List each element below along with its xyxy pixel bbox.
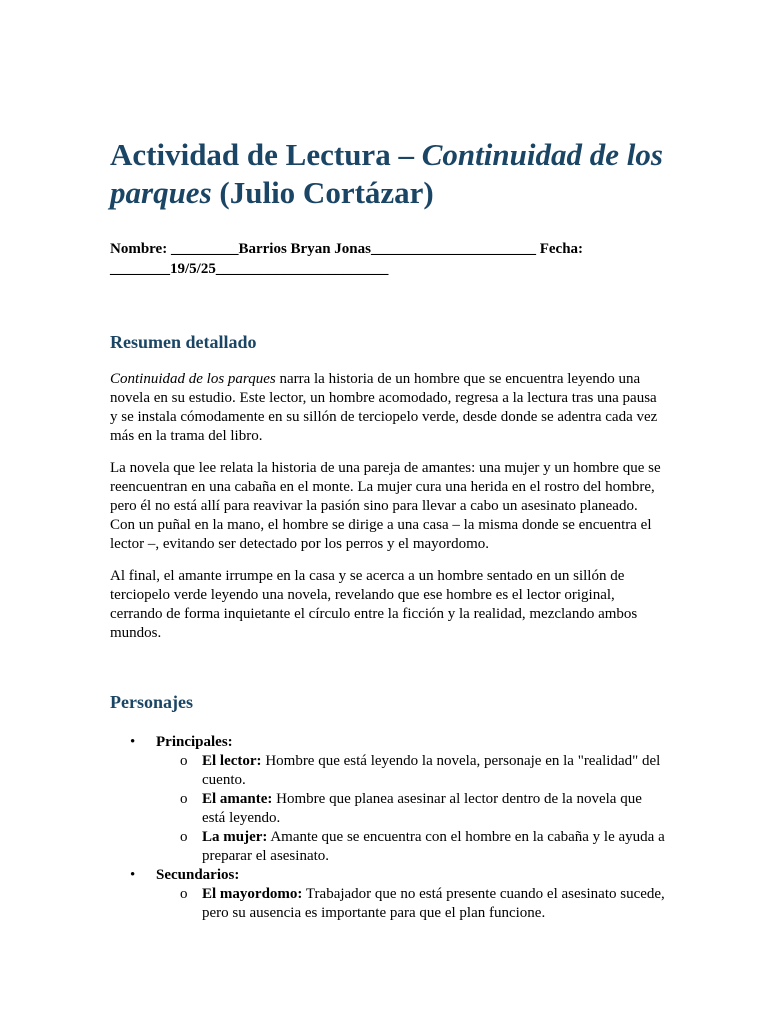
summary-paragraph-1	[110, 370, 665, 446]
characters-heading: Personajes	[110, 692, 193, 712]
secondary-characters-list	[156, 885, 665, 923]
date-line: ________19/5/25_______________________	[110, 261, 389, 277]
bullet-icon: •	[130, 734, 136, 750]
character-name: El amante:	[202, 791, 273, 807]
characters-list	[110, 733, 665, 923]
main-characters-list	[156, 752, 665, 866]
character-name: El mayordomo:	[202, 886, 303, 902]
character-description: Amante que se encuentra con el hombre en la cabaña y le ayuda a preparar el asesinato.	[202, 829, 665, 864]
summary-paragraph-2: La novela que lee relata la historia de una pareja de amantes: una mujer y un hombre que se reencuentran en una cabaña en el monte. La mujer cura una herida en el rostro del hombre, pero él no está allí para reavivar la pasión sino para llevar a cabo un asesinato planeado. Con un puñal en la mano, el hombre se dirige a una casa – la misma donde se encuentra el lector –, evitando ser detectado por los perros y el mayordomo.	[110, 460, 661, 552]
character-name: El lector:	[202, 753, 262, 769]
character-description: Trabajador que no está presente cuando el asesinato sucede, pero su ausencia es importante para que el plan funcione.	[202, 886, 665, 921]
character-description: Hombre que está leyendo la novela, personaje en la "realidad" del cuento.	[202, 753, 661, 788]
sub-bullet-icon: o	[180, 753, 188, 769]
title-author: (Julio Cortázar)	[211, 175, 434, 210]
title-prefix: Actividad de Lectura –	[110, 137, 422, 172]
list-item	[156, 885, 665, 923]
summary-paragraph-3: Al final, el amante irrumpe en la casa y se acerca a un hombre sentado en un sillón de terciopelo verde leyendo una novela, revelando que ese hombre es el lector original, cerrando de forma inquietante el círculo entre la ficción y la realidad, mezclando ambos mundos.	[110, 568, 638, 641]
character-name: La mujer:	[202, 829, 268, 845]
main-characters-group	[110, 733, 665, 866]
sub-bullet-icon: o	[180, 886, 188, 902]
sub-bullet-icon: o	[180, 791, 188, 807]
document-title	[110, 136, 665, 212]
summary-paragraph-1-text: narra la historia de un hombre que se encuentra leyendo una novela en su estudio. Este lector, un hombre acomodado, regresa a la lectura tras una pausa y se instala cómodamente en su sillón de terciopelo verde, desde donde se adentra cada vez más en la trama del libro.	[110, 371, 658, 444]
bullet-icon: •	[130, 867, 136, 883]
title-work: Continuidad de los parques	[110, 137, 663, 210]
list-item	[156, 752, 665, 790]
sub-bullet-icon: o	[180, 829, 188, 845]
list-item	[156, 828, 665, 866]
list-item	[156, 790, 665, 828]
summary-heading: Resumen detallado	[110, 332, 257, 352]
student-info	[110, 239, 665, 279]
character-description: Hombre que planea asesinar al lector dentro de la novela que está leyendo.	[202, 791, 642, 826]
main-characters-label: Principales:	[156, 734, 233, 750]
name-line: Nombre: _________Barrios Bryan Jonas______________________ Fecha:	[110, 241, 584, 257]
document-content	[110, 136, 665, 923]
summary-work-title: Continuidad de los parques	[110, 371, 276, 387]
secondary-characters-label: Secundarios:	[156, 867, 240, 883]
secondary-characters-group	[110, 866, 665, 923]
